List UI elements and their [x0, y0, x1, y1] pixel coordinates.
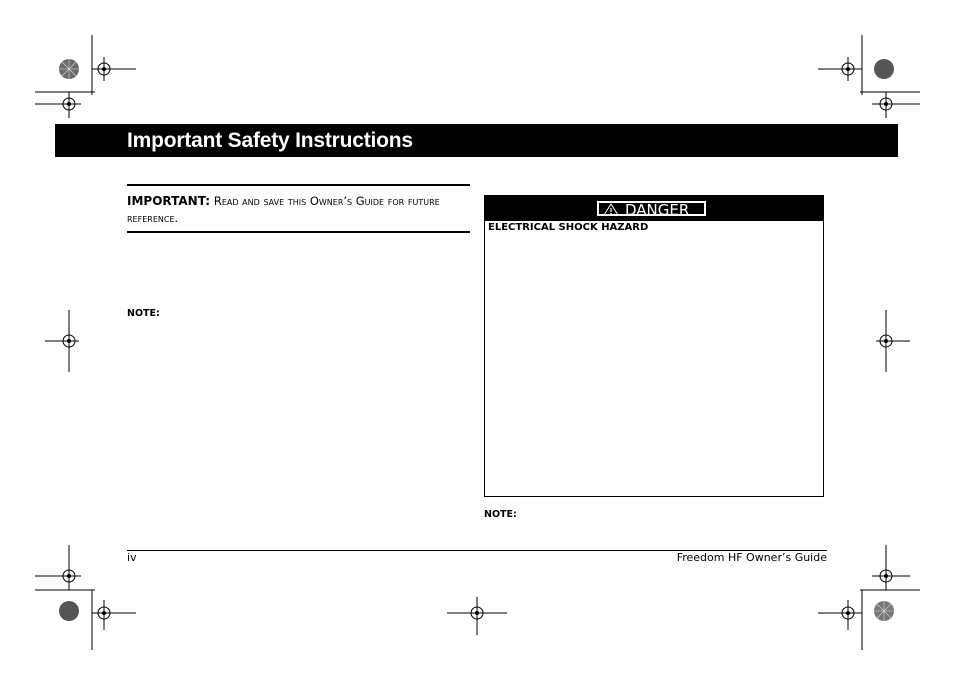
warning-triangle-icon	[603, 203, 619, 216]
important-bottom-rule	[127, 231, 470, 233]
footer-doc-title: Freedom HF Owner’s Guide	[676, 551, 827, 564]
important-top-rule	[127, 184, 470, 186]
left-note-label: NOTE:	[127, 308, 160, 319]
important-notice	[127, 193, 467, 227]
section-title-bar	[55, 124, 898, 157]
danger-box	[484, 195, 824, 497]
danger-label	[596, 200, 707, 217]
important-body-line1: Read and save this Owner’s Guide for future	[213, 194, 440, 208]
danger-header	[485, 196, 823, 221]
page-number: iv	[127, 551, 137, 564]
hazard-title: ELECTRICAL SHOCK HAZARD	[488, 222, 649, 233]
bottom-note-label: NOTE:	[484, 509, 517, 520]
important-lead: IMPORTANT:	[127, 194, 211, 208]
important-body-line2: reference.	[127, 211, 179, 225]
page-title: Important Safety Instructions	[127, 129, 413, 152]
danger-text: DANGER	[625, 201, 690, 219]
